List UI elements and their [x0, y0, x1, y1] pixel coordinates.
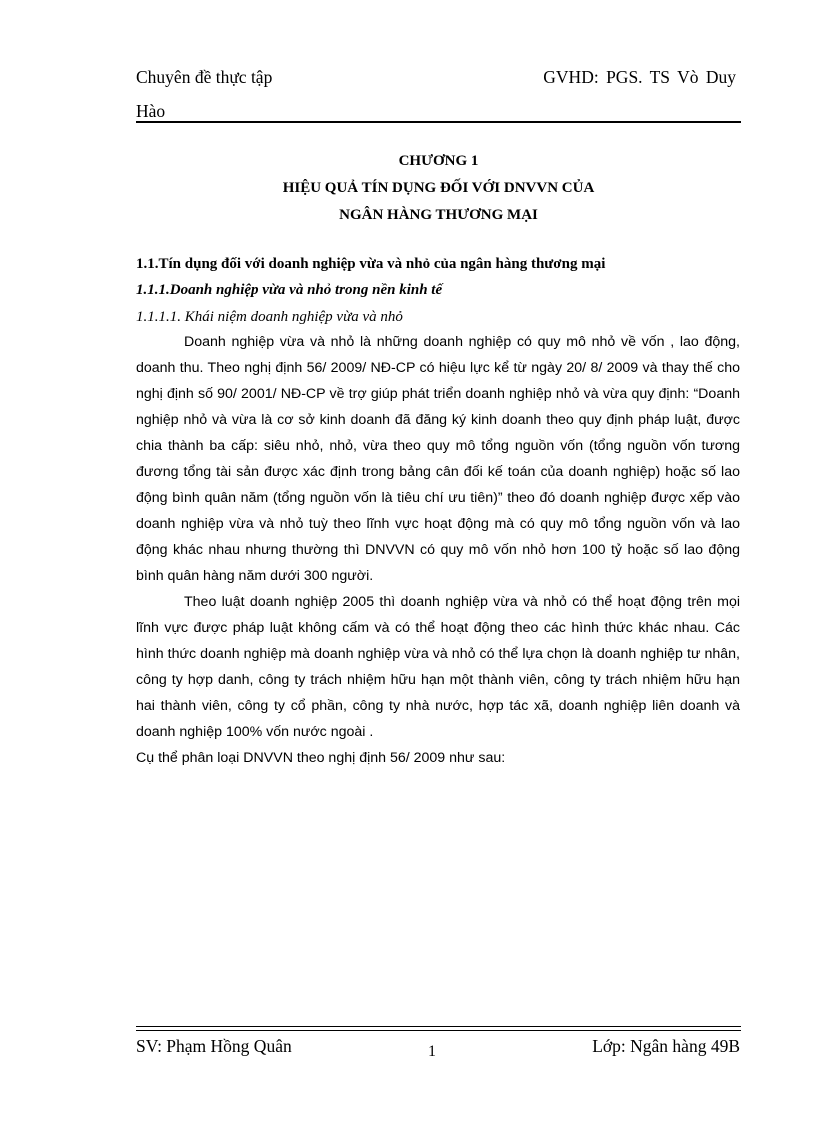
header-advisor: GVHD: PGS. TS Vò Duy	[543, 67, 736, 87]
header-advisor-continuation: Hào	[136, 101, 166, 121]
section-heading-1-1-1-1: 1.1.1.1. Khái niệm doanh nghiệp vừa và nhỏ	[136, 309, 403, 325]
footer-student: SV: Phạm Hồng Quân	[136, 1036, 292, 1056]
chapter-title-line-1: HIỆU QUẢ TÍN DỤNG ĐỐI VỚI DNVVN CỦA	[282, 180, 595, 196]
paragraph-legal-forms: Theo luật doanh nghiệp 2005 thì doanh nghiệp vừa và nhỏ có thể hoạt động trên mọi lĩnh vực được pháp luật không cấm và có thể hoạt động theo các hình thức khác nhau. Các hình thức doanh nghiệp mà doanh nghiệp vừa và nhỏ có thể lựa chọn là doanh nghiệp tư nhân, công ty hợp danh, công ty trách nhiệm hữu hạn một thành viên, công ty trách nhiệm hữu hạn hai thành viên, công ty cổ phần, công ty nhà nước, hợp tác xã, doanh nghiệp liên doanh và doanh nghiệp 100% vốn nước ngoài .	[136, 594, 740, 740]
paragraph-classification-intro: Cụ thể phân loại DNVVN theo nghị định 56/ 2009 như sau:	[136, 750, 506, 766]
section-heading-1-1-1: 1.1.1.Doanh nghiệp vừa và nhỏ trong nền kinh tế	[136, 282, 443, 298]
chapter-number: CHƯƠNG 1	[398, 153, 479, 169]
header-rule	[136, 121, 741, 123]
footer-class: Lớp: Ngân hàng 49B	[592, 1036, 740, 1056]
body-text	[136, 329, 740, 771]
section-heading-1-1: 1.1.Tín dụng đối với doanh nghiệp vừa và nhỏ của ngân hàng thương mại	[136, 256, 606, 272]
footer-rule-bottom	[136, 1030, 741, 1031]
footer-rule-top	[136, 1026, 741, 1027]
chapter-title-line-2: NGÂN HÀNG THƯƠNG MẠI	[339, 207, 538, 223]
chapter-heading	[136, 148, 741, 229]
paragraph-definition: Doanh nghiệp vừa và nhỏ là những doanh nghiệp có quy mô nhỏ về vốn , lao động, doanh thu. Theo nghị định 56/ 2009/ NĐ-CP có hiệu lực kể từ ngày 20/ 8/ 2009 và thay thế cho nghị định số 90/ 2001/ NĐ-CP về trợ giúp phát triển doanh nghiệp nhỏ và vừa quy định: “Doanh nghiệp nhỏ và vừa là cơ sở kinh doanh đã đăng ký kinh doanh theo quy định pháp luật, được chia thành ba cấp: siêu nhỏ, nhỏ, vừa theo quy mô tổng nguồn vốn (tổng nguồn vốn tương đương tổng tài sản được xác định trong bảng cân đối kế toán của doanh nghiệp) hoặc số lao động bình quân năm (tổng nguồn vốn là tiêu chí ưu tiên)” theo đó doanh nghiệp được xếp vào doanh nghiệp vừa và nhỏ tuỳ theo lĩnh vực hoạt động mà có quy mô tổng nguồn vốn và lao động khác nhau nhưng thường thì DNVVN có quy mô vốn nhỏ hơn 100 tỷ hoặc số lao động bình quân hàng năm dưới 300 người.	[136, 334, 740, 584]
header-topic: Chuyên đề thực tập	[136, 67, 273, 87]
header-left	[136, 60, 272, 128]
page-number: 1	[428, 1043, 436, 1060]
